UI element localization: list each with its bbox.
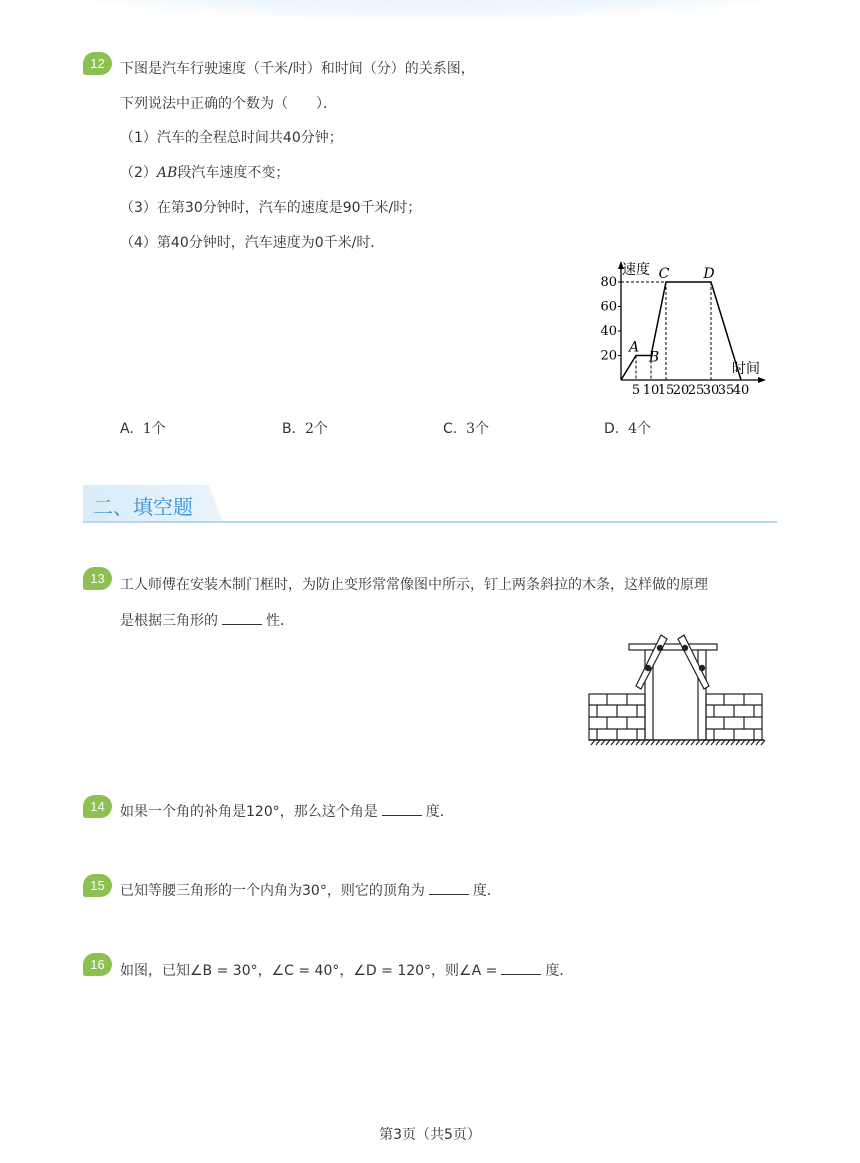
answer-blank[interactable] <box>222 611 262 625</box>
q12-stem-line1: 下图是汽车行驶速度（千米/时）和时间（分）的关系图， <box>120 61 475 77</box>
q15-text <box>120 880 501 900</box>
x-tick-label: 35 <box>717 383 735 398</box>
choice-b[interactable] <box>282 418 328 438</box>
answer-blank[interactable] <box>382 802 422 816</box>
choice-c-text: 3个 <box>466 421 490 437</box>
question-number-12: 12 <box>83 52 112 75</box>
speed-line <box>621 282 741 380</box>
q16-suffix: 度． <box>545 963 574 979</box>
q15-prefix: 已知等腰三角形的一个内角为30°，则它的顶角为 <box>120 883 425 899</box>
q16-prefix: 如图，已知∠B = 30°，∠C = 40°，∠D = 120°，则∠A = <box>120 963 498 979</box>
choice-b-text: 2个 <box>304 421 328 437</box>
x-axis-arrow-icon <box>758 377 766 383</box>
answer-blank[interactable] <box>429 881 469 895</box>
y-tick-label: 80 <box>600 275 617 290</box>
nail-icon <box>657 645 662 650</box>
header-decoration <box>60 0 800 20</box>
nail-icon <box>682 645 687 650</box>
choice-a-text: 1个 <box>142 421 166 437</box>
choice-d-letter: D. <box>604 421 620 437</box>
door-post-right <box>698 650 706 740</box>
question-number-13: 13 <box>83 567 112 590</box>
chart-guides <box>621 282 711 380</box>
q12-s2-suffix: 段汽车速度不变； <box>177 165 290 181</box>
x-tick-label: 25 <box>687 383 705 398</box>
point-label-b: B <box>648 349 660 366</box>
point-label-c: C <box>658 266 670 282</box>
nail-icon <box>645 665 650 670</box>
q15-suffix: 度． <box>472 883 501 899</box>
q12-s2-prefix: （2） <box>120 165 157 181</box>
q13-line2 <box>120 610 294 630</box>
question-number-16: 16 <box>83 953 112 976</box>
x-tick-label: 5 <box>631 383 641 398</box>
question-number-14: 14 <box>83 795 112 818</box>
chart-series <box>621 282 741 380</box>
chart-y-axis-label: 速度 <box>622 262 650 278</box>
q16-text <box>120 960 573 980</box>
point-label-d: D <box>703 266 715 282</box>
brick-wall-right <box>706 694 762 740</box>
door-lintel <box>629 644 717 650</box>
choice-c[interactable] <box>443 418 489 438</box>
q12-stem-line2: 下列说法中正确的个数为（ ）． <box>120 96 337 112</box>
q12-s2-ab: AB <box>156 165 178 181</box>
q14-text <box>120 801 454 821</box>
x-tick-label: 30 <box>702 383 720 398</box>
nail-icon <box>699 665 704 670</box>
section-header-rule <box>83 521 777 523</box>
section-title: 二、填空题 <box>93 495 193 519</box>
question-number-15: 15 <box>83 874 112 897</box>
y-tick-label: 60 <box>600 299 617 315</box>
x-tick-label: 10 <box>642 383 660 398</box>
q12-statement-2 <box>120 162 289 182</box>
speed-time-chart <box>595 258 770 403</box>
choice-a[interactable] <box>120 418 166 438</box>
answer-blank[interactable] <box>501 961 541 975</box>
choice-d[interactable] <box>604 418 651 438</box>
q12-statement-1: （1）汽车的全程总时间共40分钟； <box>120 130 343 146</box>
q14-prefix: 如果一个角的补角是120°，那么这个角是 <box>120 804 378 820</box>
choice-c-letter: C. <box>443 421 458 437</box>
x-tick-label: 15 <box>657 383 675 398</box>
brick-wall-left <box>589 694 645 740</box>
y-tick-label: 40 <box>600 324 617 339</box>
y-tick-label: 20 <box>600 348 617 364</box>
q13-line2-prefix: 是根据三角形的 <box>120 613 218 629</box>
q14-suffix: 度． <box>425 804 454 820</box>
point-label-a: A <box>628 339 640 356</box>
q13-line2-suffix: 性． <box>266 613 294 629</box>
chart-x-axis-label: 时间 <box>732 361 760 377</box>
section-header <box>83 485 777 523</box>
q13-line1: 工人师傅在安装木制门框时，为防止变形常常像图中所示，钉上两条斜拉的木条，这样做的原理 <box>120 577 708 593</box>
door-frame-figure <box>587 632 767 747</box>
chart-point-labels <box>627 266 715 366</box>
choice-a-letter: A. <box>120 421 134 437</box>
choice-b-letter: B. <box>282 421 297 437</box>
choice-d-text: 4个 <box>628 421 652 437</box>
x-tick-label: 20 <box>672 383 690 398</box>
page-footer: 第3页（共5页） <box>379 1127 481 1143</box>
q12-statement-4: （4）第40分钟时，汽车速度为0千米/时． <box>120 235 385 251</box>
x-tick-label: 40 <box>732 383 750 398</box>
q12-statement-3: （3）在第30分钟时，汽车的速度是90千米/时； <box>120 200 422 216</box>
